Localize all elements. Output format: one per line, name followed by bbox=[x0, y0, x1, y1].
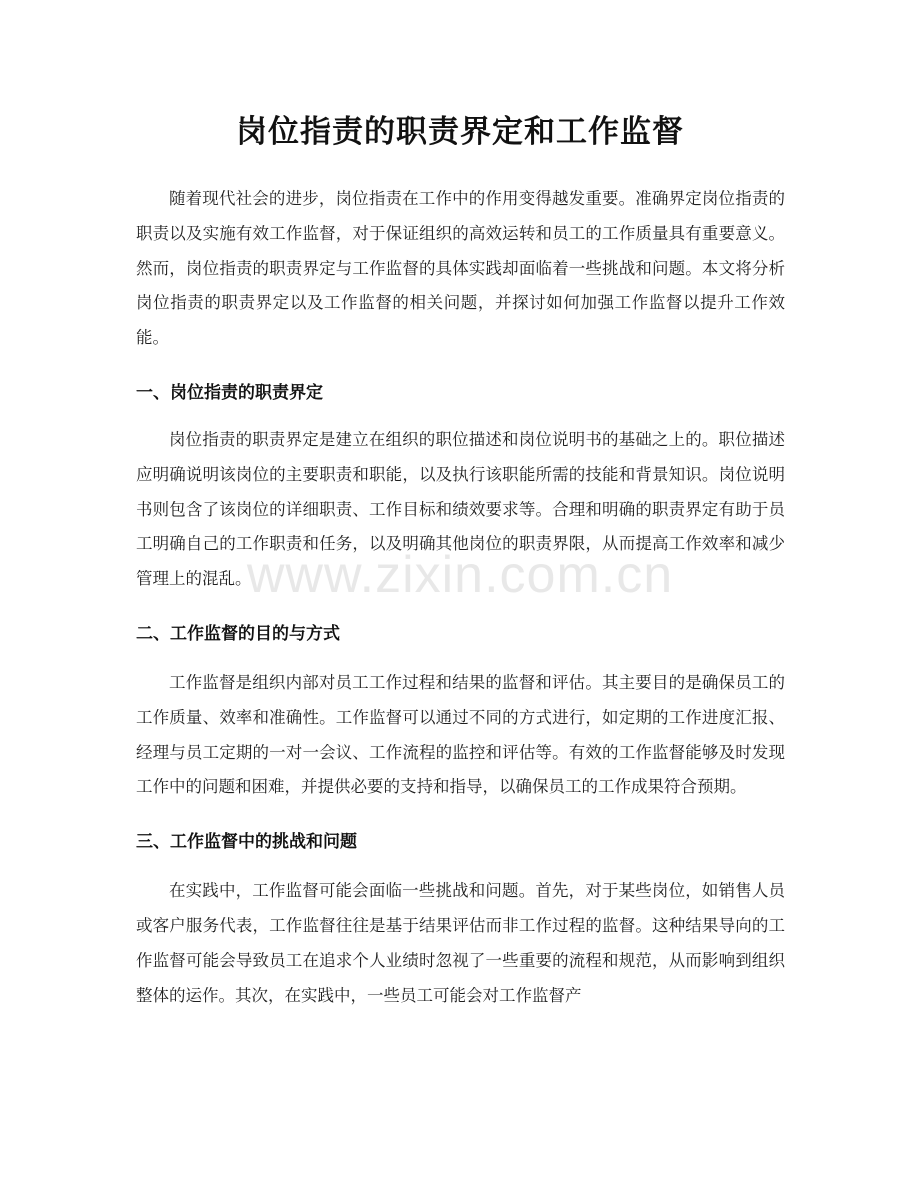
page-title: 岗位指责的职责界定和工作监督 bbox=[236, 114, 684, 150]
document-body bbox=[136, 182, 785, 1013]
section-heading-2: 二、工作监督的目的与方式 bbox=[136, 623, 340, 644]
section-paragraph-1: 岗位指责的职责界定是建立在组织的职位描述和岗位说明书的基础之上的。职位描述应明确说明该岗位的主要职责和职能，以及执行该职能所需的技能和背景知识。岗位说明书则包含了该岗位的详细职责、工作目标和绩效要求等。合理和明确的职责界定有助于员工明确自己的工作职责和任务，以及明确其他岗位的职责界限，从而提高工作效率和减少管理上的混乱。 bbox=[136, 429, 785, 589]
watermark-text: www.zixin.com.cn bbox=[246, 546, 674, 604]
section-paragraph-2: 工作监督是组织内部对员工工作过程和结果的监督和评估。其主要目的是确保员工的工作质量、效率和准确性。工作监督可以通过不同的方式进行，如定期的工作进度汇报、经理与员工定期的一对一会议、工作流程的监控和评估等。有效的工作监督能够及时发现工作中的问题和困难，并提供必要的支持和指导，以确保员工的工作成果符合预期。 bbox=[136, 672, 785, 797]
section-heading-3: 三、工作监督中的挑战和问题 bbox=[136, 832, 357, 853]
section-heading-1: 一、岗位指责的职责界定 bbox=[136, 382, 323, 403]
intro-paragraph: 随着现代社会的进步，岗位指责在工作中的作用变得越发重要。准确界定岗位指责的职责以及实施有效工作监督，对于保证组织的高效运转和员工的工作质量具有重要意义。然而，岗位指责的职责界定与工作监督的具体实践却面临着一些挑战和问题。本文将分析岗位指责的职责界定以及工作监督的相关问题，并探讨如何加强工作监督以提升工作效能。 bbox=[136, 189, 785, 348]
section-paragraph-3: 在实践中，工作监督可能会面临一些挑战和问题。首先，对于某些岗位，如销售人员或客户服务代表，工作监督往往是基于结果评估而非工作过程的监督。这种结果导向的工作监督可能会导致员工在追求个人业绩时忽视了一些重要的流程和规范，从而影响到组织整体的运作。其次，在实践中，一些员工可能会对工作监督产 bbox=[136, 881, 785, 1005]
